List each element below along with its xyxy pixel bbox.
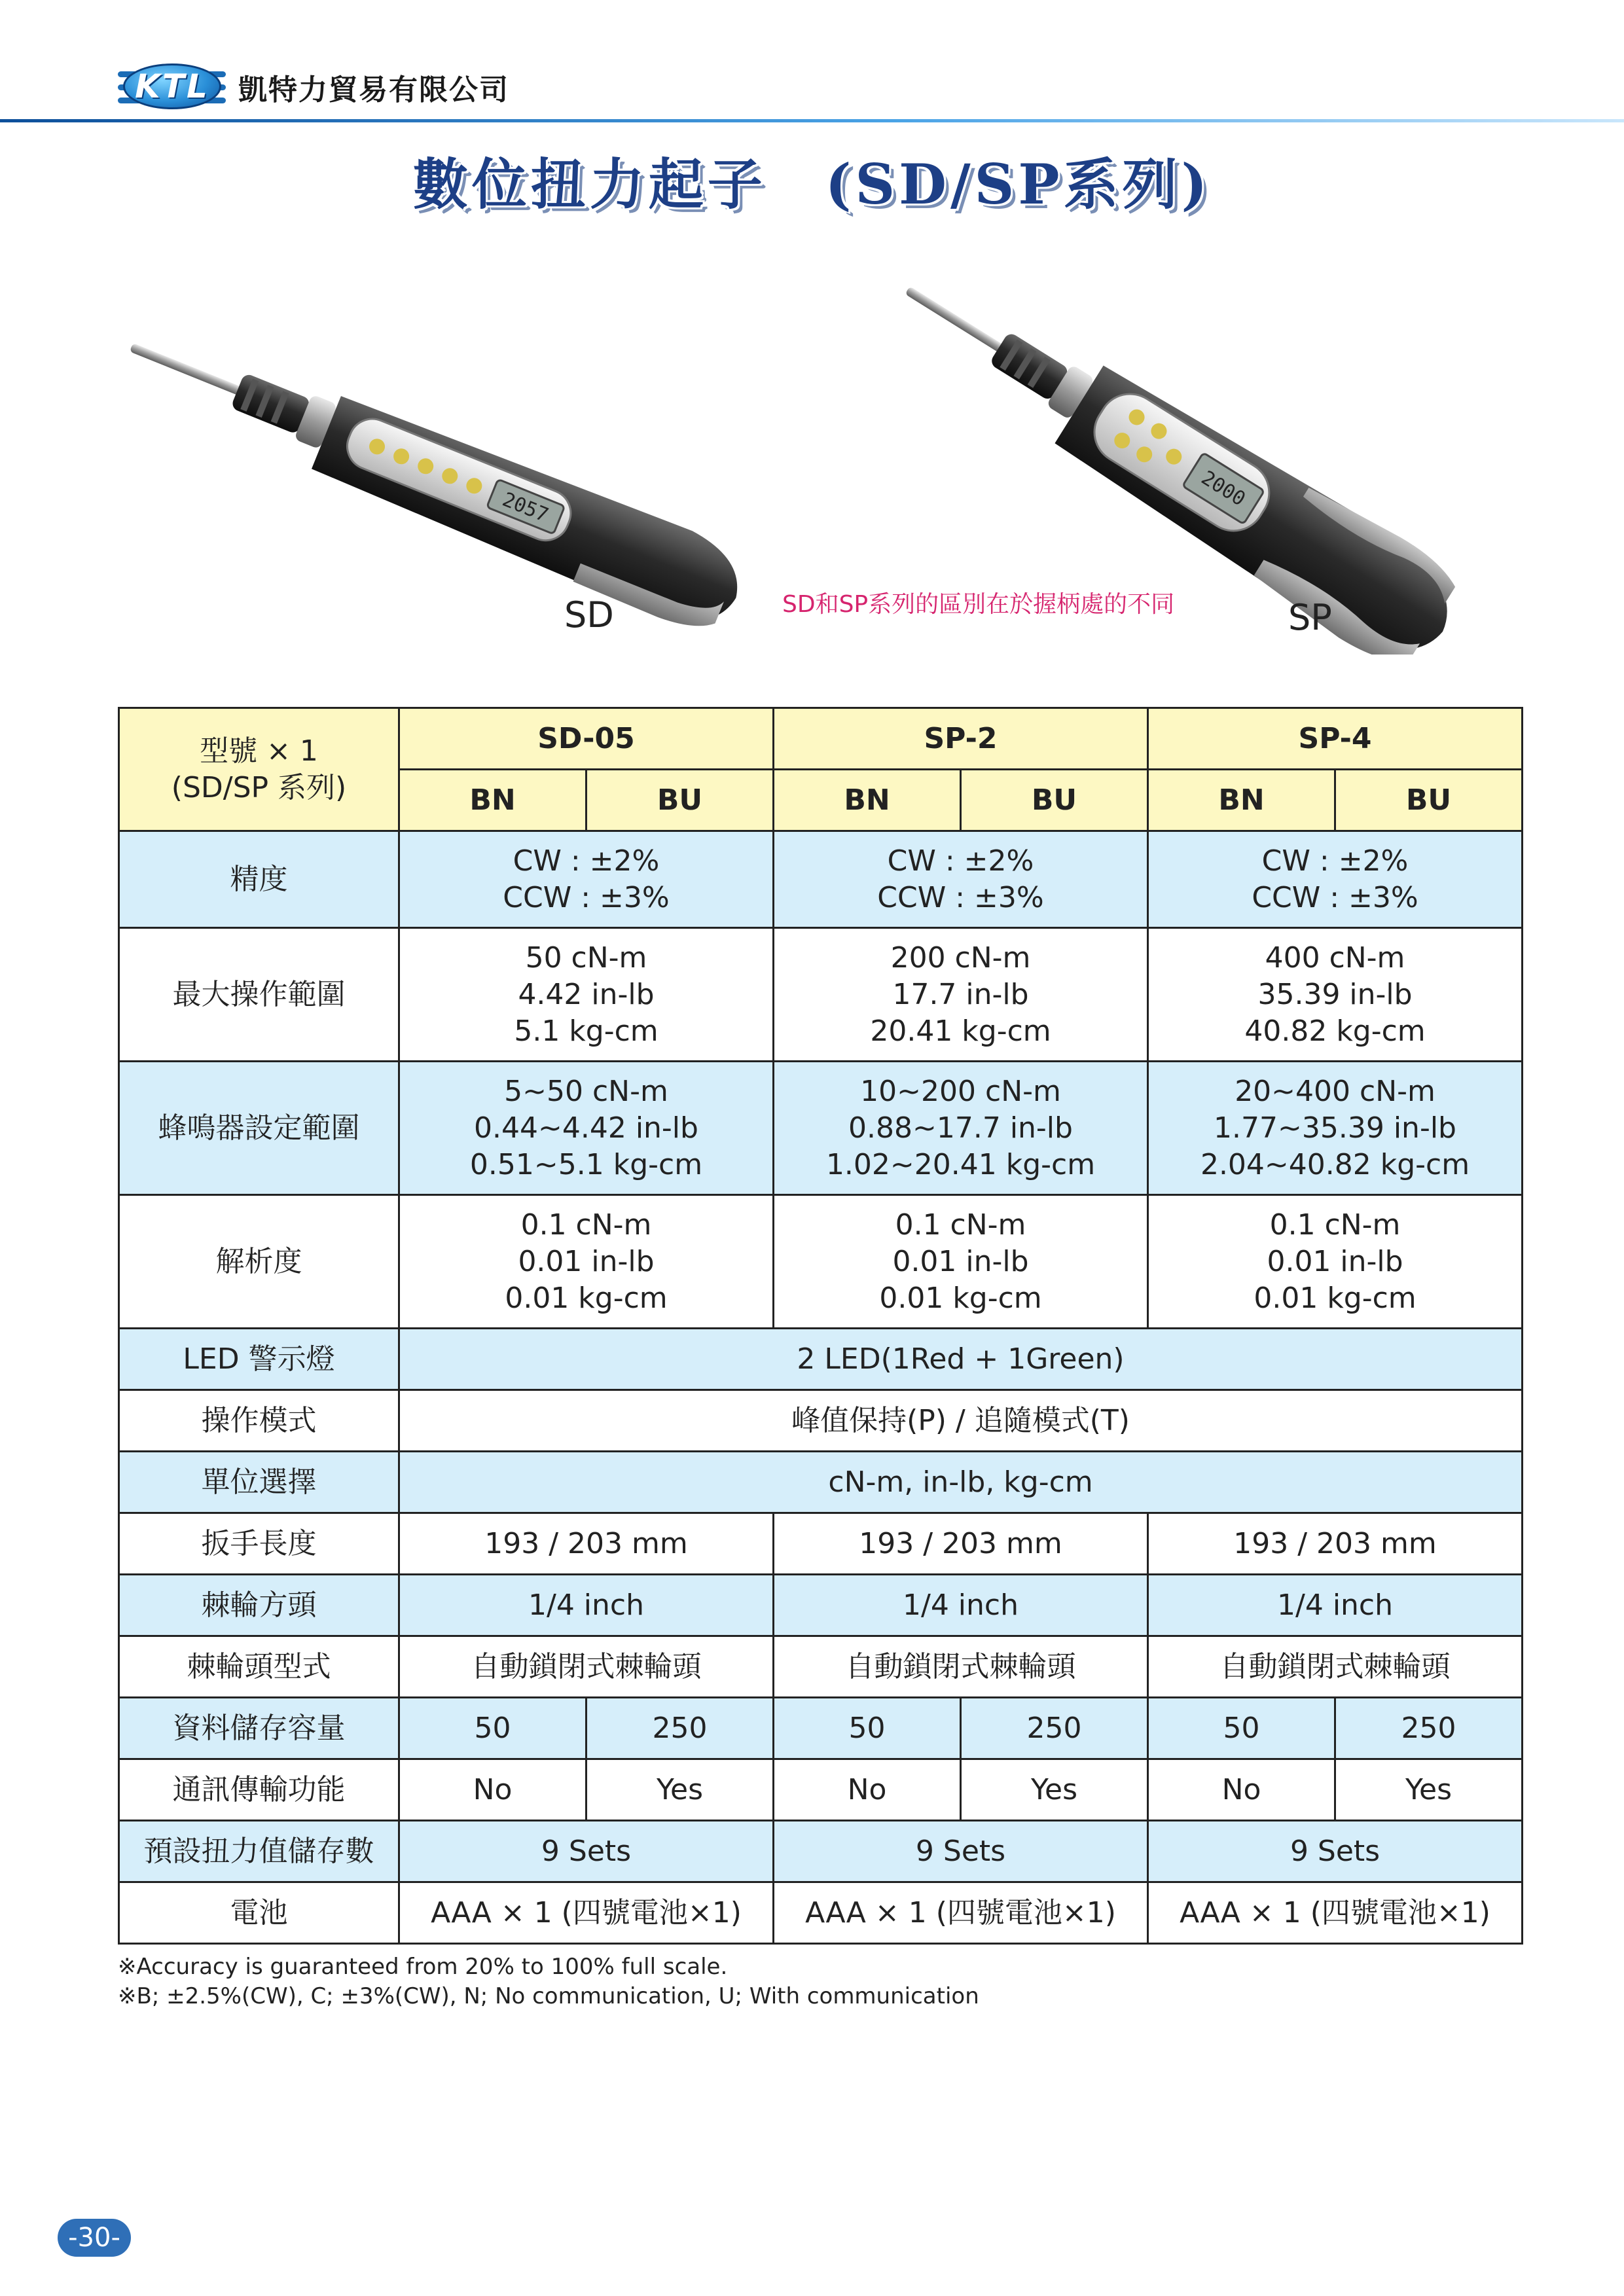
- table-cell: 50 cN-m 4.42 in-lb 5.1 kg-cm: [399, 928, 774, 1062]
- variant-header: BU: [961, 770, 1148, 831]
- table-row-communication: [119, 1759, 1523, 1821]
- sd-label: SD: [564, 594, 614, 636]
- table-row-resolution: [119, 1195, 1523, 1329]
- table-cell: 50: [774, 1698, 961, 1759]
- corner-line-1: 型號 × 1: [200, 734, 318, 768]
- table-row-length: [119, 1513, 1523, 1575]
- footnote-legend: ※B; ±2.5%(CW), C; ±3%(CW), N; No communication, U; With communication: [118, 1983, 979, 2009]
- model-header-sd05: SD-05: [399, 708, 774, 770]
- row-label: 電池: [119, 1882, 399, 1944]
- row-label: 通訊傳輸功能: [119, 1759, 399, 1821]
- company-name: 凱特力貿易有限公司: [238, 73, 509, 107]
- table-row-accuracy: [119, 831, 1523, 928]
- table-cell: 自動鎖閉式棘輪頭: [399, 1636, 774, 1698]
- table-cell: CW : ±2% CCW : ±3%: [399, 831, 774, 928]
- table-cell: 2 LED(1Red + 1Green): [399, 1329, 1523, 1390]
- header-logo-row: [111, 58, 509, 117]
- table-row-ratchet-type: [119, 1636, 1523, 1698]
- page-number: -30-: [58, 2219, 131, 2257]
- page-title: 數位扭力起子 (SD/SP系列): [412, 152, 1212, 217]
- table-cell: No: [399, 1759, 586, 1821]
- table-row-battery: [119, 1882, 1523, 1944]
- variant-header: BN: [774, 770, 961, 831]
- table-cell: 193 / 203 mm: [774, 1513, 1148, 1575]
- sp-display-readout: 2000: [1197, 466, 1250, 511]
- logo-text: KTL: [135, 67, 209, 105]
- row-label: 解析度: [119, 1195, 399, 1329]
- table-cell: 1/4 inch: [774, 1575, 1148, 1636]
- table-row-led: [119, 1329, 1523, 1390]
- table-row-presets: [119, 1821, 1523, 1882]
- spec-table: [118, 707, 1523, 1945]
- row-label: 單位選擇: [119, 1452, 399, 1513]
- row-label: 最大操作範圍: [119, 928, 399, 1062]
- table-cell: 193 / 203 mm: [399, 1513, 774, 1575]
- table-cell: 9 Sets: [774, 1821, 1148, 1882]
- table-cell: 自動鎖閉式棘輪頭: [1148, 1636, 1523, 1698]
- corner-header-cell: [119, 708, 399, 831]
- table-cell: 200 cN-m 17.7 in-lb 20.41 kg-cm: [774, 928, 1148, 1062]
- sd-display-readout: 2057: [499, 488, 552, 528]
- table-row-mode: [119, 1390, 1523, 1452]
- row-label: 蜂鳴器設定範圍: [119, 1062, 399, 1195]
- table-cell: 9 Sets: [1148, 1821, 1523, 1882]
- row-label: 精度: [119, 831, 399, 928]
- row-label: 棘輪頭型式: [119, 1636, 399, 1698]
- variant-header: BU: [586, 770, 774, 831]
- table-cell: 9 Sets: [399, 1821, 774, 1882]
- table-cell: 400 cN-m 35.39 in-lb 40.82 kg-cm: [1148, 928, 1523, 1062]
- table-cell: 自動鎖閉式棘輪頭: [774, 1636, 1148, 1698]
- variant-header: BN: [399, 770, 586, 831]
- table-cell: 0.1 cN-m 0.01 in-lb 0.01 kg-cm: [774, 1195, 1148, 1329]
- footnote-accuracy: ※Accuracy is guaranteed from 20% to 100% full scale.: [118, 1954, 728, 1980]
- table-cell: 0.1 cN-m 0.01 in-lb 0.01 kg-cm: [1148, 1195, 1523, 1329]
- difference-note: SD和SP系列的區別在於握柄處的不同: [782, 591, 1175, 618]
- table-cell: No: [774, 1759, 961, 1821]
- table-header-row: [119, 708, 1523, 770]
- table-cell: 20~400 cN-m 1.77~35.39 in-lb 2.04~40.82 kg-cm: [1148, 1062, 1523, 1195]
- table-cell: AAA × 1 (四號電池×1): [399, 1882, 774, 1944]
- variant-header: BN: [1148, 770, 1335, 831]
- table-cell: 1/4 inch: [399, 1575, 774, 1636]
- row-label: LED 警示燈: [119, 1329, 399, 1390]
- table-cell: Yes: [961, 1759, 1148, 1821]
- sp-label: SP: [1288, 597, 1332, 638]
- table-cell: 5~50 cN-m 0.44~4.42 in-lb 0.51~5.1 kg-cm: [399, 1062, 774, 1195]
- model-header-sp2: SP-2: [774, 708, 1148, 770]
- header-divider: [0, 119, 1624, 122]
- table-cell: Yes: [586, 1759, 774, 1821]
- table-cell: 1/4 inch: [1148, 1575, 1523, 1636]
- table-cell: 峰值保持(P) / 追隨模式(T): [399, 1390, 1523, 1452]
- sd-screwdriver-image: [105, 308, 772, 648]
- row-label: 資料儲存容量: [119, 1698, 399, 1759]
- table-cell: Yes: [1335, 1759, 1523, 1821]
- table-cell: CW : ±2% CCW : ±3%: [1148, 831, 1523, 928]
- table-cell: 250: [961, 1698, 1148, 1759]
- table-row-memory: [119, 1698, 1523, 1759]
- table-cell: 250: [1335, 1698, 1523, 1759]
- table-cell: 250: [586, 1698, 774, 1759]
- row-label: 預設扭力值儲存數: [119, 1821, 399, 1882]
- table-cell: 193 / 203 mm: [1148, 1513, 1523, 1575]
- table-row-units: [119, 1452, 1523, 1513]
- table-cell: CW : ±2% CCW : ±3%: [774, 831, 1148, 928]
- row-label: 棘輪方頭: [119, 1575, 399, 1636]
- row-label: 扳手長度: [119, 1513, 399, 1575]
- ktl-logo: [111, 60, 229, 115]
- table-cell: cN-m, in-lb, kg-cm: [399, 1452, 1523, 1513]
- table-cell: 50: [1148, 1698, 1335, 1759]
- table-row-max-range: [119, 928, 1523, 1062]
- table-cell: 10~200 cN-m 0.88~17.7 in-lb 1.02~20.41 kg-cm: [774, 1062, 1148, 1195]
- model-header-sp4: SP-4: [1148, 708, 1523, 770]
- table-cell: AAA × 1 (四號電池×1): [1148, 1882, 1523, 1944]
- table-cell: AAA × 1 (四號電池×1): [774, 1882, 1148, 1944]
- sp-screwdriver-image: [831, 262, 1499, 655]
- row-label: 操作模式: [119, 1390, 399, 1452]
- table-row-square-drive: [119, 1575, 1523, 1636]
- corner-line-2: (SD/SP 系列): [171, 770, 347, 804]
- variant-header: BU: [1335, 770, 1523, 831]
- table-row-buzzer-range: [119, 1062, 1523, 1195]
- table-cell: 0.1 cN-m 0.01 in-lb 0.01 kg-cm: [399, 1195, 774, 1329]
- table-cell: No: [1148, 1759, 1335, 1821]
- table-cell: 50: [399, 1698, 586, 1759]
